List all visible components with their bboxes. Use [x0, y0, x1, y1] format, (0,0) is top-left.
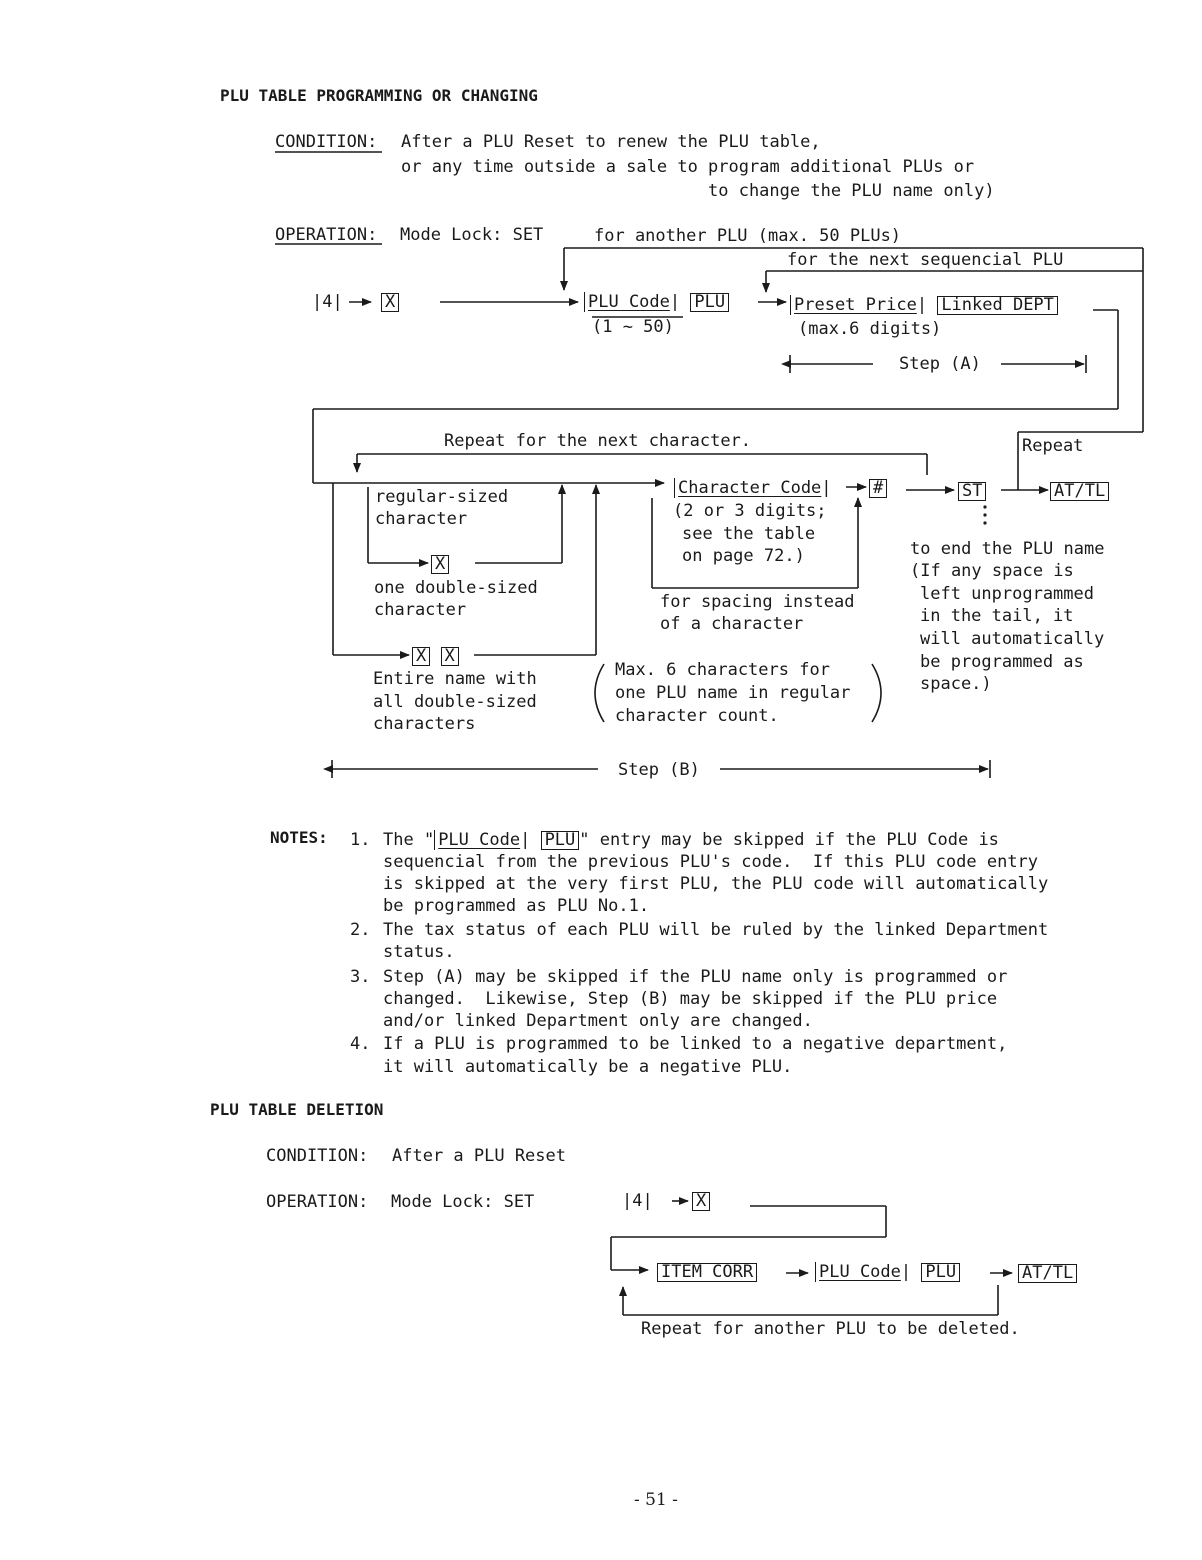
- key-plu: PLU: [690, 293, 729, 312]
- section-title-programming: PLU TABLE PROGRAMMING OR CHANGING: [220, 86, 538, 105]
- note-3-number: 3.: [350, 967, 371, 987]
- key-item-corr: ITEM CORR: [657, 1263, 757, 1282]
- note-4-number: 4.: [350, 1034, 371, 1054]
- mode-lock: Mode Lock: SET: [400, 225, 544, 245]
- max-chars-line-3: character count.: [615, 706, 779, 726]
- end-note-4: in the tail, it: [920, 606, 1074, 626]
- step-b-label: Step (B): [618, 760, 700, 780]
- deletion-condition-label: CONDITION:: [266, 1146, 369, 1166]
- key-linked-dept: Linked DEPT: [937, 296, 1058, 315]
- page-number: - 51 -: [634, 1490, 678, 1510]
- condition-line-2: or any time outside a sale to program additional PLUs or: [401, 157, 975, 177]
- note-2-line-1: The tax status of each PLU will be ruled by the linked Department: [383, 920, 1049, 940]
- deletion-key-attl: AT/TL: [1018, 1264, 1077, 1283]
- note-1-line-3: is skipped at the very first PLU, the PLU code will automatically: [383, 874, 1049, 894]
- note-2-line-2: status.: [383, 942, 455, 962]
- end-note-1: to end the PLU name: [910, 539, 1105, 559]
- max-chars-line-1: Max. 6 characters for: [615, 660, 830, 680]
- deletion-mode-lock: Mode Lock: SET: [391, 1192, 535, 1212]
- max-chars-line-2: one PLU name in regular: [615, 683, 851, 703]
- deletion-key-x: X: [692, 1192, 710, 1211]
- note-3-line-1: Step (A) may be skipped if the PLU name only is programmed or: [383, 967, 1008, 987]
- note-4-line-1: If a PLU is programmed to be linked to a negative department,: [383, 1034, 1008, 1054]
- deletion-operation-label: OPERATION:: [266, 1192, 369, 1212]
- note-2-number: 2.: [350, 920, 371, 940]
- deletion-key-plu: PLU: [921, 1263, 960, 1282]
- deletion-condition: After a PLU Reset: [392, 1146, 566, 1166]
- section-title-deletion: PLU TABLE DELETION: [210, 1100, 384, 1119]
- key-x: X: [381, 293, 399, 312]
- plu-range: (1 ~ 50): [592, 317, 674, 337]
- start-digit: |4|: [312, 292, 343, 312]
- loop-another-plu-label: for another PLU (max. 50 PLUs): [594, 226, 902, 246]
- end-note-6: be programmed as: [920, 652, 1084, 672]
- step-a-label: Step (A): [899, 354, 981, 374]
- note-1-number: 1.: [350, 830, 371, 850]
- deletion-repeat-note: Repeat for another PLU to be deleted.: [641, 1319, 1020, 1339]
- character-code-entry: Character Code|: [674, 478, 832, 498]
- entire-name-line-1: Entire name with: [373, 669, 537, 689]
- repeat-label: Repeat: [1022, 436, 1084, 456]
- loop-next-plu-label: for the next sequencial PLU: [787, 250, 1064, 270]
- end-note-5: will automatically: [920, 629, 1105, 649]
- end-note-2: (If any space is: [910, 561, 1074, 581]
- key-x-x-pair: X X: [412, 646, 459, 666]
- deletion-start-digit: |4|: [622, 1191, 653, 1211]
- regular-character-label: character: [375, 509, 468, 529]
- note-4-line-2: it will automatically be a negative PLU.: [383, 1057, 793, 1077]
- note-1-line-2: sequencial from the previous PLU's code. If this PLU code entry: [383, 852, 1039, 872]
- double-character-label: character: [374, 600, 467, 620]
- entire-name-line-2: all double-sized: [373, 692, 537, 712]
- note-3-line-3: and/or linked Department only are changed.: [383, 1011, 813, 1031]
- for-spacing-line-2: of a character: [660, 614, 804, 634]
- for-spacing-line-1: for spacing instead: [660, 592, 855, 612]
- max-digits: (max.6 digits): [798, 319, 942, 339]
- condition-line-1: After a PLU Reset to renew the PLU table,: [401, 132, 821, 152]
- key-plu-note: PLU: [541, 831, 580, 850]
- entire-name-line-3: characters: [373, 714, 476, 734]
- note-1-line-4: be programmed as PLU No.1.: [383, 896, 650, 916]
- note-3-line-2: changed. Likewise, Step (B) may be skipped if the PLU price: [383, 989, 998, 1009]
- deletion-plu-code-entry: PLU Code| PLU: [815, 1262, 960, 1282]
- char-code-note-3: on page 72.): [682, 546, 805, 566]
- note-1-first-line: The " PLU Code| PLU " entry may be skipped if the PLU Code is: [383, 830, 999, 850]
- condition-line-3: to change the PLU name only): [708, 181, 995, 201]
- notes-label: NOTES:: [270, 828, 328, 847]
- key-hash: #: [869, 479, 887, 498]
- preset-price-entry: Preset Price| Linked DEPT: [790, 295, 1058, 315]
- end-note-7: space.): [920, 674, 992, 694]
- operation-label: OPERATION:: [275, 225, 378, 245]
- regular-sized-label: regular-sized: [375, 487, 509, 507]
- char-code-note-2: see the table: [682, 524, 816, 544]
- plu-code-entry: PLU Code| PLU: [584, 292, 729, 312]
- repeat-next-char-label: Repeat for the next character.: [444, 431, 752, 451]
- key-st: ST: [958, 482, 986, 501]
- char-code-note-1: (2 or 3 digits;: [673, 501, 827, 521]
- key-attl: AT/TL: [1050, 482, 1109, 501]
- condition-label: CONDITION:: [275, 132, 378, 152]
- end-note-3: left unprogrammed: [920, 584, 1094, 604]
- key-x-double: X: [431, 555, 449, 574]
- one-double-sized-label: one double-sized: [374, 578, 538, 598]
